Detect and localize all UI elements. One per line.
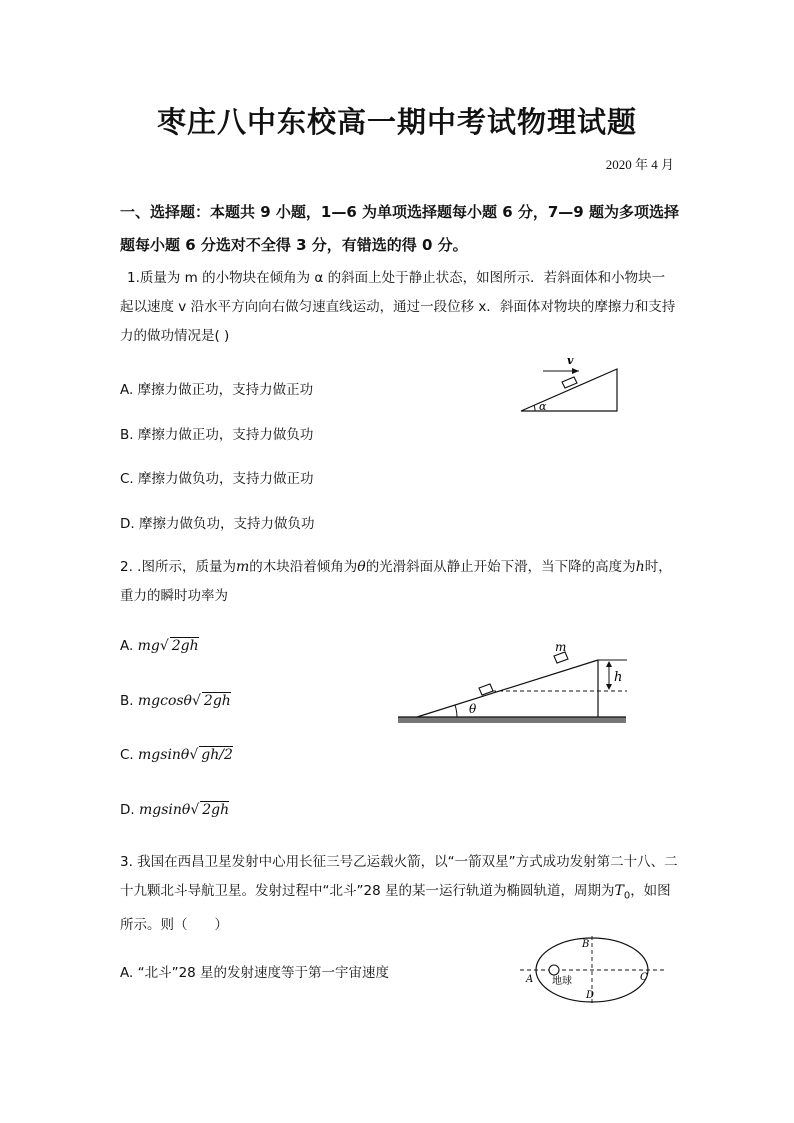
- velocity-label: v: [567, 354, 574, 367]
- question-2-option-c: C. mgsinθ√ gh/2: [120, 747, 233, 763]
- orbit-figure: [518, 932, 668, 1010]
- earth-label: 地球: [552, 976, 572, 987]
- question-3-text-b: ，如图所示。则（ ）: [120, 883, 671, 933]
- option-radicand: 2gh: [202, 802, 230, 818]
- exam-date: 2020 年 4 月: [605, 157, 674, 172]
- question-2-option-a: A. mg√ 2gh: [120, 638, 199, 654]
- height-arrow-bottom: [606, 684, 612, 690]
- point-a-label: A: [526, 974, 534, 985]
- question-2-text-c: 的光滑斜面从静止开始下滑，当下降的高度为: [365, 559, 636, 575]
- height-symbol: h: [635, 559, 645, 575]
- option-prefix: mg: [137, 638, 160, 654]
- period-subscript: 0: [623, 890, 631, 902]
- question-3-stem: [120, 848, 680, 940]
- block: [562, 377, 577, 388]
- question-1-stem: 1.质量为 m 的小物块在倾角为 α 的斜面上处于静止状态，如图所示．若斜面体和小物块一起以速度 v 沿水平方向向右做匀速直线运动，通过一段位移 x．斜面体对物块的摩擦力和支持力的做功情况是( ): [120, 270, 676, 344]
- option-prefix: mgcosθ: [137, 693, 192, 709]
- angle-arc: [534, 405, 535, 411]
- ground-hatch: [398, 717, 626, 723]
- alpha-label: α: [539, 400, 547, 413]
- question-2-option-b: B. mgcosθ√ 2gh: [120, 693, 231, 709]
- theta-arc: [455, 705, 457, 717]
- question-2-text-b: 的木块沿着倾角为: [249, 559, 358, 575]
- option-radicand: gh/2: [201, 747, 233, 763]
- option-radicand: 2gh: [203, 693, 231, 709]
- theta-label: θ: [469, 702, 477, 716]
- page-title: 枣庄八中东校高一期中考试物理试题: [156, 105, 637, 139]
- period-symbol: T: [614, 883, 624, 899]
- question-2-text-a: 2. .图所示，质量为: [120, 559, 236, 575]
- question-3-text-a: 3. 我国在西昌卫星发射中心用长征三号乙运载火箭，以“一箭双星”方式成功发射第二十八、二十九颗北斗导航卫星。发射过程中“北斗”28 星的某一运行轨道为椭圆轨道，周期为: [120, 854, 678, 899]
- incline-figure-1: [515, 350, 625, 416]
- section-heading: 一、选择题：本题共 9 小题，1—6 为单项选择题每小题 6 分，7—9 题为多项选择题每小题 6 分选对不全得 3 分，有错选的得 0 分。: [120, 203, 679, 254]
- option-letter: A.: [120, 638, 134, 654]
- earth-circle: [549, 965, 559, 975]
- question-2-stem: [120, 553, 680, 611]
- option-prefix: mgsinθ: [138, 747, 190, 763]
- velocity-arrowhead: [572, 368, 579, 374]
- option-letter: D.: [120, 802, 135, 818]
- point-d-label: D: [586, 990, 595, 1001]
- question-1-option-c: C. 摩擦力做负功，支持力做正功: [120, 471, 314, 487]
- height-arrow-top: [606, 661, 612, 667]
- question-3-option-a: A. “北斗”28 星的发射速度等于第一宇宙速度: [120, 965, 390, 981]
- mass-symbol: m: [235, 559, 250, 575]
- incline-triangle: [521, 369, 617, 411]
- option-radicand: 2gh: [171, 638, 199, 654]
- option-letter: B.: [120, 693, 134, 709]
- mass-label: m: [555, 640, 567, 654]
- incline-slope: [417, 660, 598, 717]
- question-1-option-b: B. 摩擦力做正功，支持力做负功: [120, 427, 314, 443]
- point-b-label: B: [582, 939, 590, 950]
- height-label: h: [614, 670, 623, 685]
- theta-symbol: θ: [357, 559, 366, 575]
- option-letter: C.: [120, 747, 134, 763]
- incline-figure-2: [395, 640, 635, 730]
- question-1-option-d: D. 摩擦力做负功，支持力做负功: [120, 516, 315, 532]
- question-1-option-a: A. 摩擦力做正功，支持力做正功: [120, 382, 314, 398]
- option-prefix: mgsinθ: [138, 802, 191, 818]
- point-c-label: C: [640, 972, 648, 983]
- question-2-text-d: 时，重力的瞬时功率为: [120, 559, 672, 604]
- question-2-option-d: D. mgsinθ√ 2gh: [120, 802, 230, 818]
